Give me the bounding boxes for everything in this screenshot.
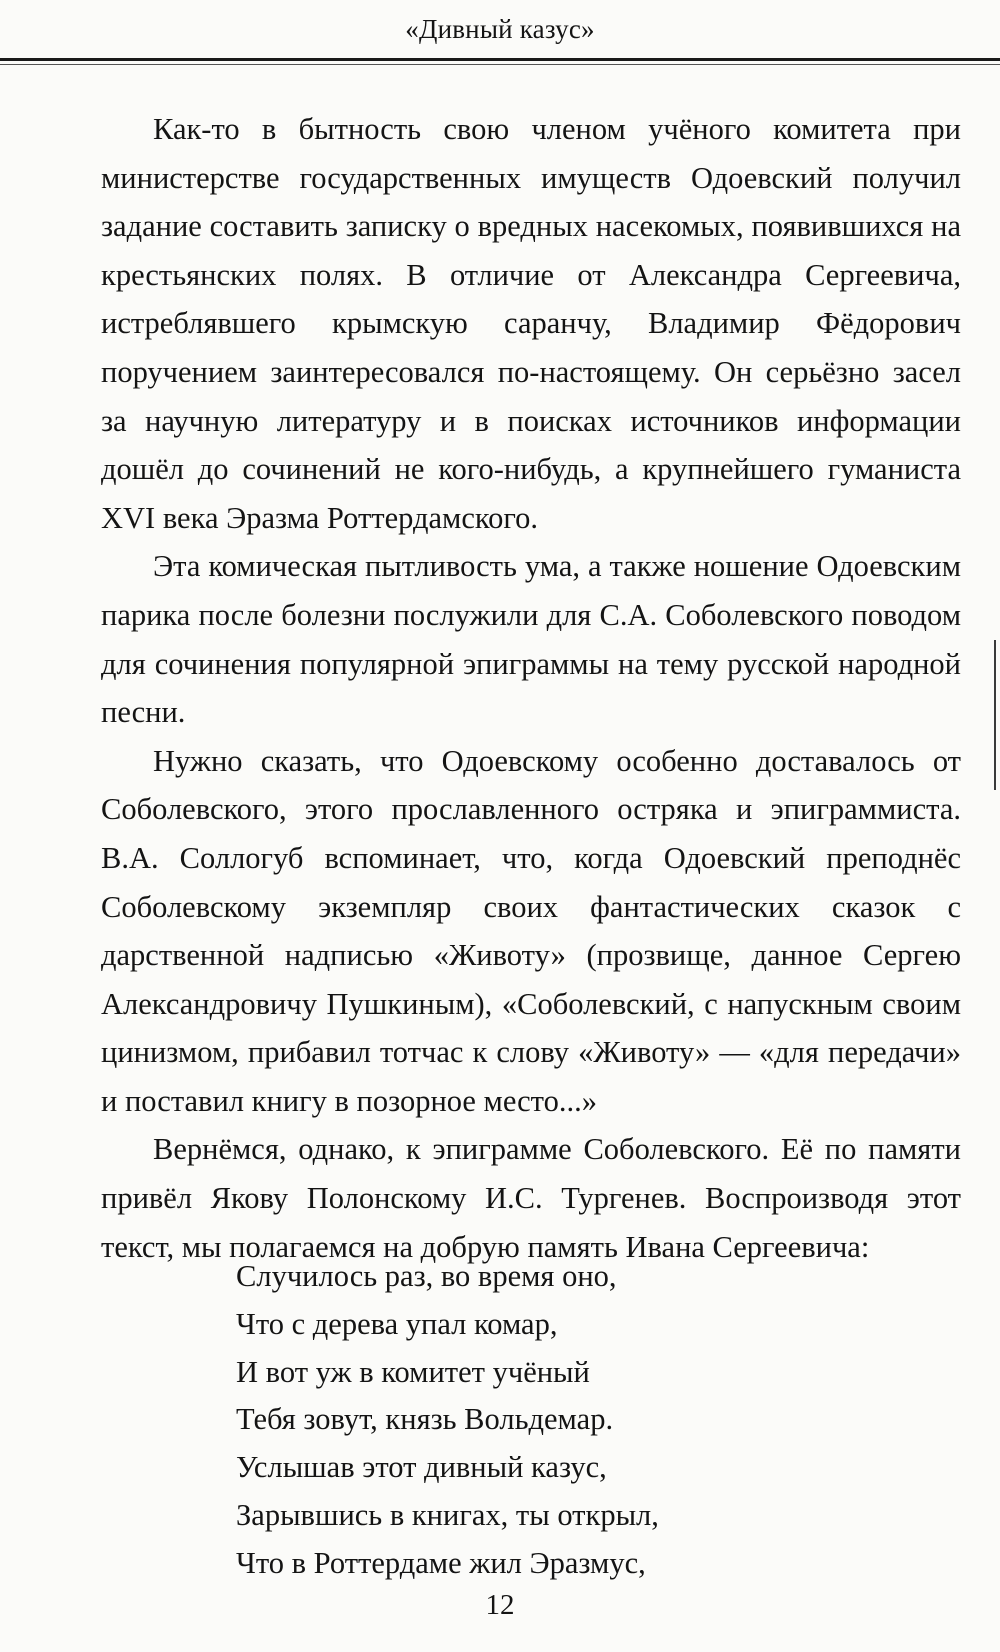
paragraph: Как-то в бытность свою членом учёного комитета при министерстве государственных имуществ Одоевский получил задание составить записку о вредных насекомых, появившихся на крестьянских полях. В отличие от Александра Сергеевича, истреблявшего крымскую саранчу, Владимир Фёдорович поручением заинтересовался по-настоящему. Он серьёзно засел за научную литературу и в поисках источников информации дошёл до сочинений не кого-нибудь, а крупнейшего гуманиста XVI века Эразма Роттердамского. (101, 112, 961, 535)
running-head-title: «Дивный казус» (405, 14, 595, 44)
verse-line: И вот уж в комитет учёный (236, 1354, 590, 1389)
header-rule-secondary (0, 64, 1000, 65)
paragraph: Эта комическая пытливость ума, а также ношение Одоевским парика после болезни послужили для С.А. Соболевского поводом для сочинения популярной эпиграммы на тему русской народной песни. (101, 549, 961, 730)
verse-line: Что с дерева упал комар, (236, 1306, 558, 1341)
verse-line: Услышав этот дивный казус, (236, 1450, 607, 1485)
verse-line: Случилось раз, во время оно, (236, 1259, 617, 1293)
scan-edge-mark (994, 640, 996, 790)
verse-line: Зарывшись в книгах, ты открыл, (236, 1497, 659, 1532)
verse-line: Что в Роттердаме жил Эразмус, (236, 1545, 646, 1580)
paragraph: Вернёмся, однако, к эпиграмме Соболевского. Её по памяти привёл Якову Полонскому И.С. Тургенев. Воспроизводя этот текст, мы полагаемся на добрую память Ивана Сергеевича: (101, 1132, 961, 1264)
epigram-verse (236, 1253, 936, 1588)
main-text (101, 105, 961, 1271)
paragraph: Нужно сказать, что Одоевскому особенно доставалось от Соболевского, этого прославленного остряка и эпиграммиста. В.А. Соллогуб вспоминает, что, когда Одоевский преподнёс Соболевскому экземпляр своих фантастических сказок с дарственной надписью «Животу» (прозвище, данное Сергею Александровичу Пушкиным), «Соболевский, с напускным своим цинизмом, прибавил тотчас к слову «Животу» — «для передачи» и поставил книгу в позорное место...» (101, 743, 961, 1118)
verse-line: Тебя зовут, князь Вольдемар. (236, 1402, 614, 1437)
page-number: 12 (485, 1589, 515, 1621)
header-rule (0, 58, 1000, 61)
